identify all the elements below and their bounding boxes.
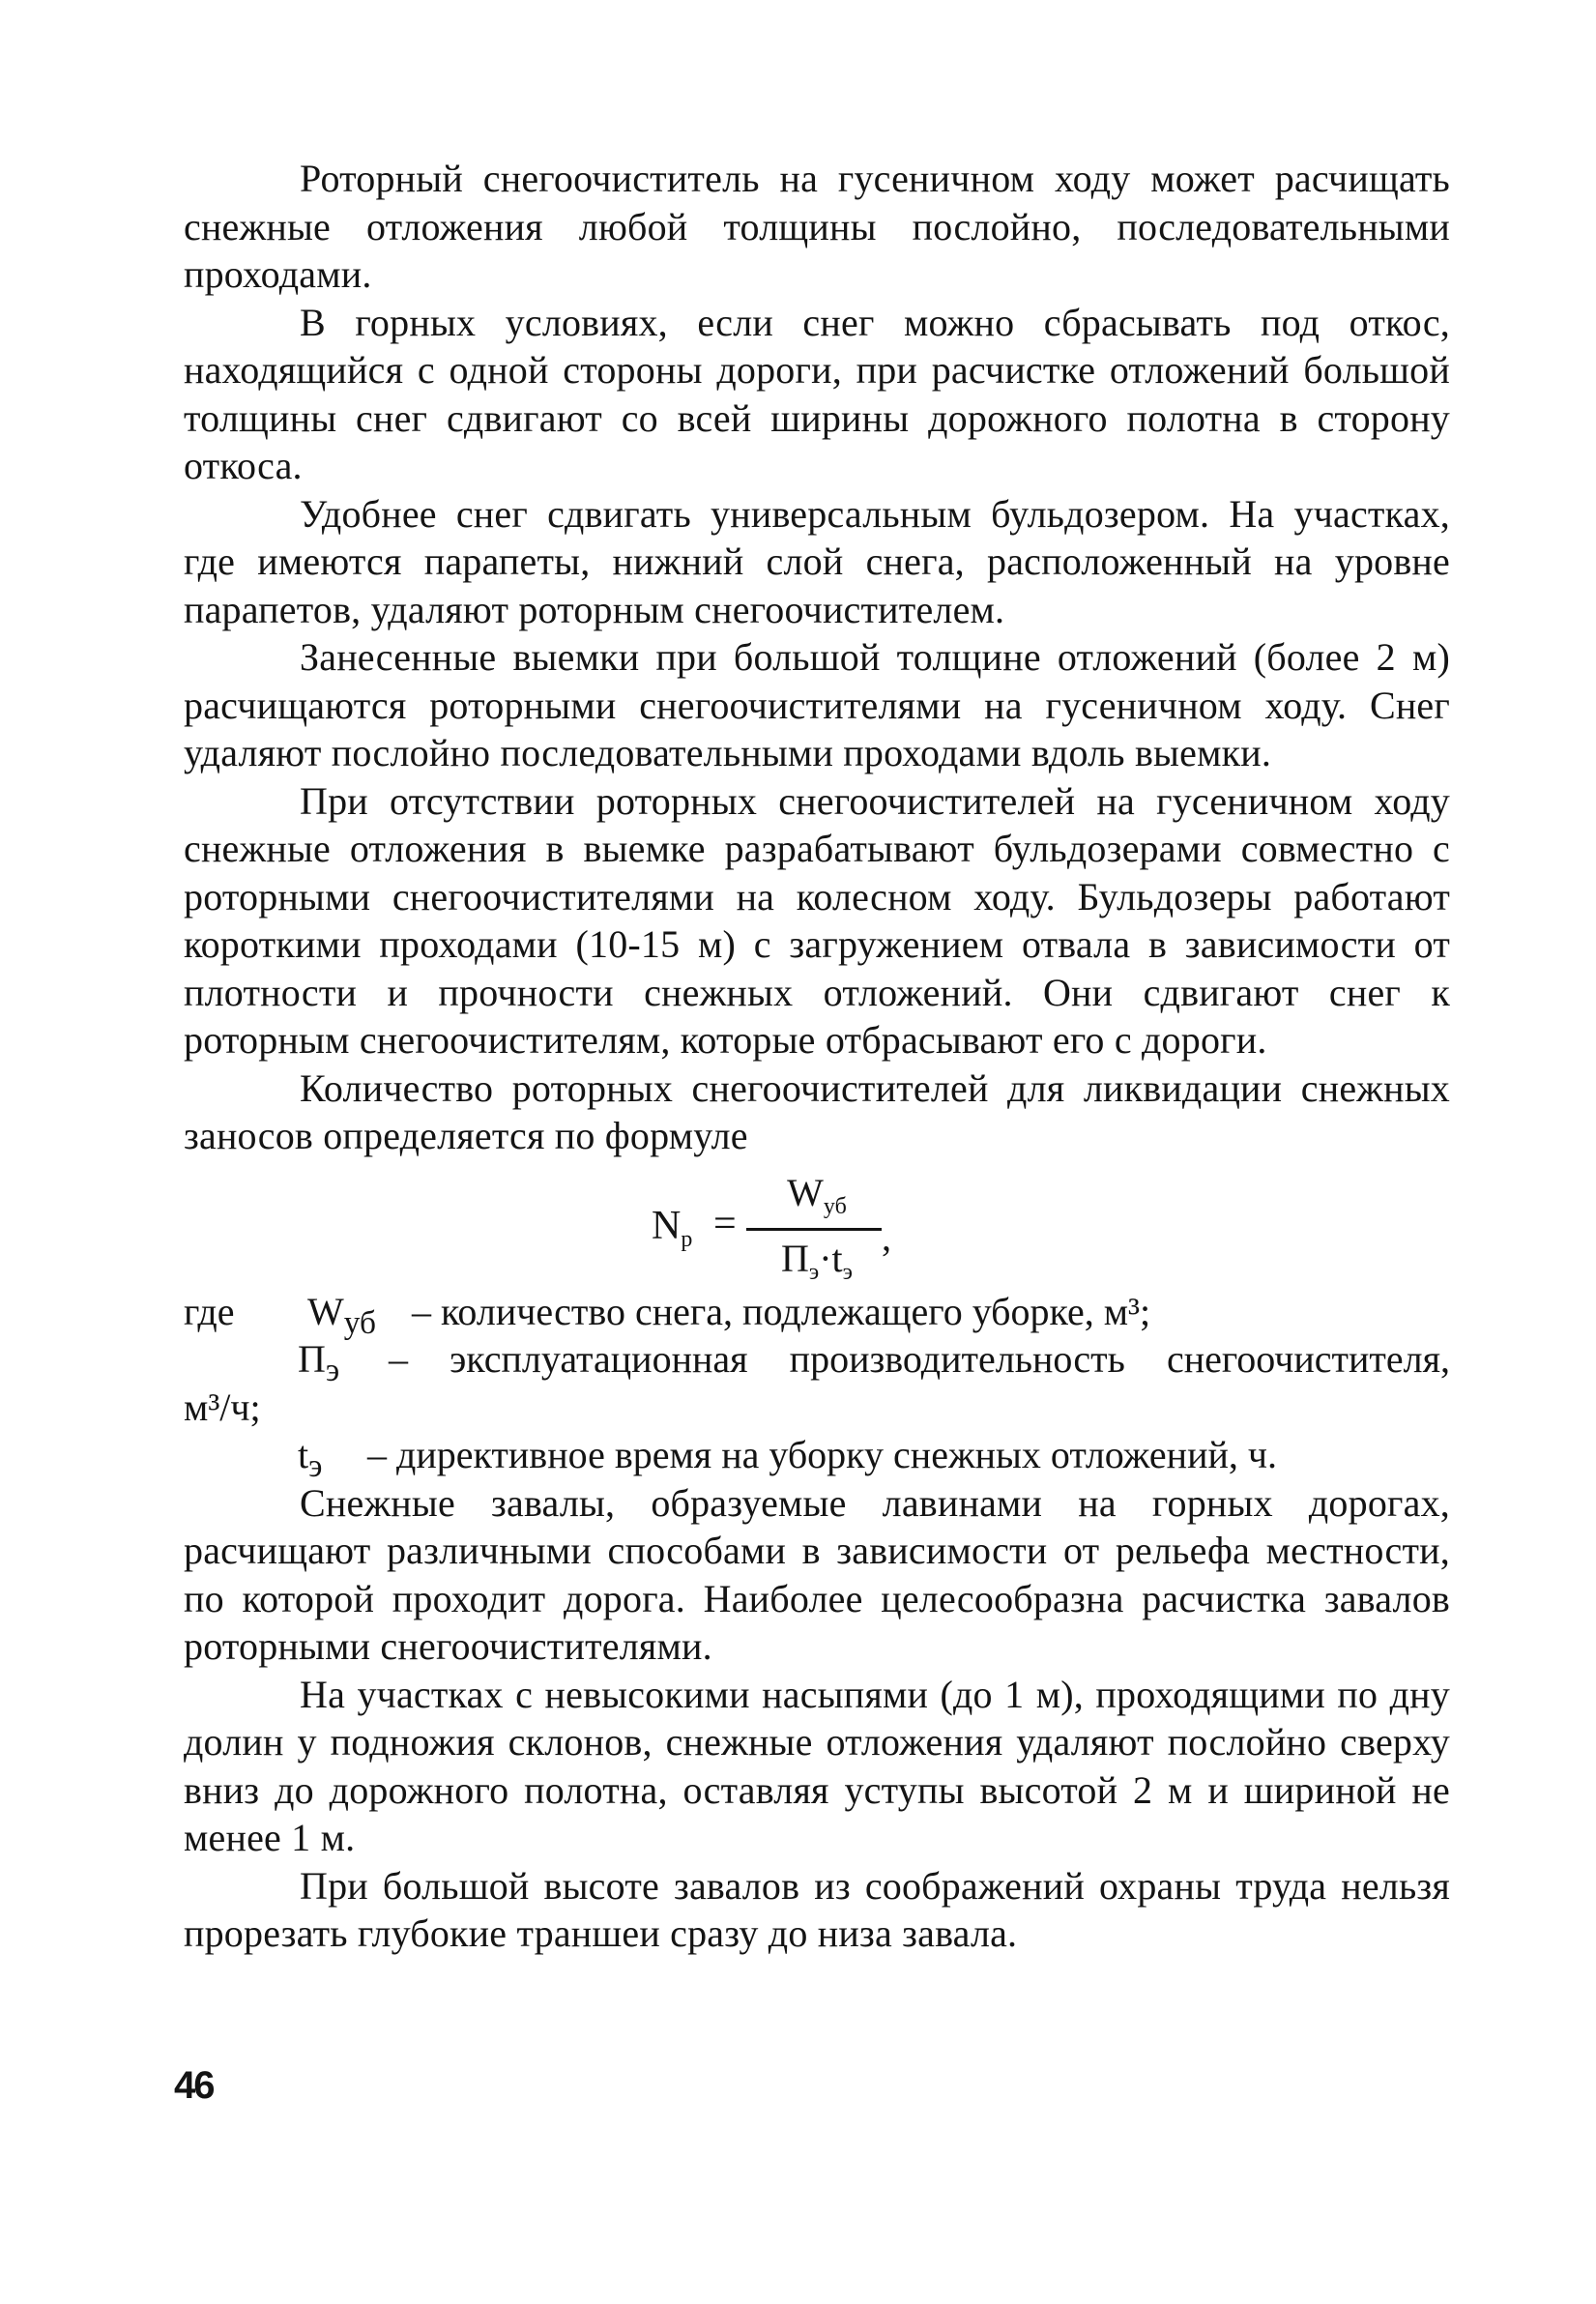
definition-symbol: $П_э$: [298, 1337, 340, 1388]
definition-symbol: $W_{уб}$: [307, 1289, 376, 1341]
fraction-bar: [746, 1228, 882, 1231]
paragraph: При большой высоте завалов из соображений охраны труда нельзя прорезать глубокие траншеи сразу до низа завала.: [184, 1863, 1450, 1955]
formula-comma: ,: [882, 1214, 891, 1259]
paragraph: Снежные завалы, образуемые лавинами на горных дорогах, расчищают различными способами в зависимости от рельефа местности, по которой проходит дорога. Наиболее целесообразна расчистка завалов роторными снегоочистителями.: [184, 1480, 1450, 1668]
formula-lhs: $N_р$: [652, 1203, 693, 1252]
definition-row: [184, 1431, 1450, 1484]
paragraph: Количество роторных снегоочистителей для ликвидации снежных заносов определяется по формуле: [184, 1065, 1450, 1157]
where-label: где: [184, 1289, 235, 1333]
definition-unit: м³/ч;: [184, 1385, 261, 1429]
definition-text: – эксплуатационная производительность снегоочистителя,: [389, 1337, 1450, 1381]
paragraph: При отсутствии роторных снегоочистителей на гусеничном ходу снежные отложения в выемке разрабатывают бульдозерами совместно с роторными снегоочистителями на колесном ходу. Бульдозеры работают короткими проходами (10-15 м) с загружением отвала в зависимости от плотности и прочности снежных отложений. Они сдвигают снег к роторным снегоочистителям, которые отбрасывают его с дороги.: [184, 778, 1450, 1062]
paragraph: Роторный снегоочиститель на гусеничном ходу может расчищать снежные отложения любой толщины послойно, последовательными проходами.: [184, 157, 1450, 296]
paragraph: На участках с невысокими насыпями (до 1 м), проходящими по дну долин у подножия склонов, снежные отложения удаляют послойно сверху вниз до дорожного полотна, оставляя уступы высотой 2 м и шириной не менее 1 м.: [184, 1672, 1450, 1859]
definition-row: [184, 1288, 1450, 1341]
definitions: [184, 1288, 1450, 1484]
formula-numerator: $W_{уб}$: [787, 1170, 847, 1219]
definition-row: [184, 1335, 1450, 1388]
formula-equals: =: [713, 1201, 737, 1246]
definition-text: – директивное время на уборку снежных отложений, ч.: [367, 1433, 1277, 1476]
paragraph: Удобнее снег сдвигать универсальным бульдозером. На участках, где имеются парапеты, нижний слой снега, расположенный на уровне парапетов, удаляют роторным снегоочистителем.: [184, 491, 1450, 631]
paragraph: Занесенные выемки при большой толщине отложений (более 2 м) расчищаются роторными снегоочистителями на гусеничном ходу. Снег удаляют послойно последовательными проходами вдоль выемки.: [184, 635, 1450, 774]
definition-symbol: $t_э$: [298, 1433, 323, 1484]
text-body: [184, 155, 1450, 1958]
formula-denominator: $П_э\cdot t_э$: [781, 1236, 853, 1285]
paragraph: В горных условиях, если снег можно сбрасывать под откос, находящийся с одной стороны дороги, при расчистке отложений большой толщины снег сдвигают со всей ширины дорожного полотна в сторону откоса.: [184, 300, 1450, 487]
page-number: 46: [174, 2064, 214, 2107]
formula: [184, 1172, 1450, 1286]
definition-text: – количество снега, подлежащего уборке, м³;: [412, 1289, 1151, 1333]
